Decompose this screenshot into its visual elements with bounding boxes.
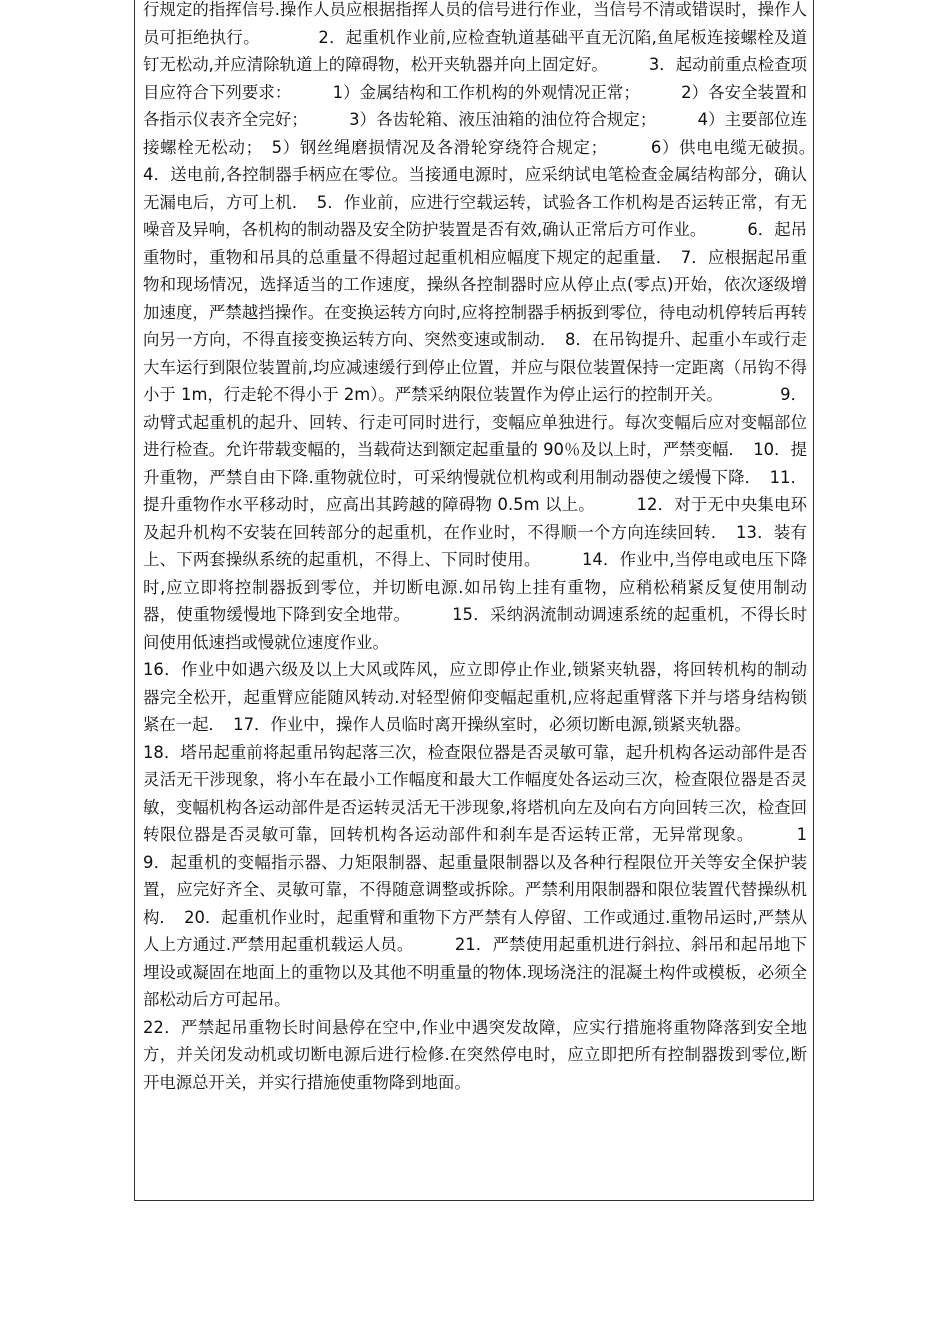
paragraph-1: 行规定的指挥信号.操作人员应根据指挥人员的信号进行作业，当信号不清或错误时，操作人员可拒绝执行。 2．起重机作业前,应检查轨道基础平直无沉陷,鱼尾板连接螺栓及道钉无松动,并应清除轨道上的障碍物，松开夹轨器并向上固定好。 3．起动前重点检查项目应符合下列要求： 1）金属结构和工作机构的外观情况正常； 2）各安全装置和各指示仪表齐全完好； 3）各齿轮箱、液压油箱的油位符合规定； 4）主要部位连接螺栓无松动； 5）钢丝绳磨损情况及各滑轮穿绕符合规定； 6）供电电缆无破损。 4．送电前,各控制器手柄应在零位。当接通电源时，应采纳试电笔检查金属结构部分，确认无漏电后，方可上机． 5．作业前，应进行空载运转，试验各工作机构是否运转正常，有无噪音及异响，各机构的制动器及安全防护装置是否有效,确认正常后方可作业。 6．起吊重物时，重物和吊具的总重量不得超过起重机相应幅度下规定的起重量． 7．应根据起吊重物和现场情况，选择适当的工作速度，操纵各控制器时应从停止点(零点)开始，依次逐级增加速度，严禁越挡操作。在变换运转方向时,应将控制器手柄扳到零位，待电动机停转后再转向另一方向，不得直接变换运转方向、突然变速或制动． 8．在吊钩提升、起重小车或行走大车运行到限位装置前,均应减速缓行到停止位置，并应与限位装置保持一定距离（吊钩不得小于 1m，行走轮不得小于 2m）。严禁采纳限位装置作为停止运行的控制开关。 9．动臂式起重机的起升、回转、行走可同时进行，变幅应单独进行。每次变幅后应对变幅部位进行检查。允许带载变幅的，当载荷达到额定起重量的 90％及以上时，严禁变幅． 10．提升重物，严禁自由下降.重物就位时，可采纳慢就位机构或利用制动器使之缓慢下降． 11．提升重物作水平移动时，应高出其跨越的障碍物 0.5m 以上。 12．对于无中央集电环及起升机构不安装在回转部分的起重机，在作业时，不得顺一个方向连续回转． 13．装有上、下两套操纵系统的起重机，不得上、下同时使用。 14．作业中,当停电或电压下降时,应立即将控制器扳到零位，并切断电源.如吊钩上挂有重物，应稍松稍紧反复使用制动器，使重物缓慢地下降到安全地带。 15．采纳涡流制动调速系统的起重机，不得长时间使用低速挡或慢就位速度作业。 xyxy=(143,0,857,652)
paragraph-4: 22．严禁起吊重物长时间悬停在空中,作业中遇突发故障，应实行措施将重物降落到安全地方，并关闭发动机或切断电源后进行检修.在突然停电时，应立即把所有控制器拨到零位,断开电源总开关，并实行措施使重物降到地面。 xyxy=(143,1017,807,1092)
document-body xyxy=(143,0,857,1096)
paragraph-2: 16．作业中如遇六级及以上大风或阵风，应立即停止作业,锁紧夹轨器，将回转机构的制动器完全松开，起重臂应能随风转动.对轻型俯仰变幅起重机,应将起重臂落下并与塔身结构锁紧在一起． 17．作业中，操作人员临时离开操纵室时，必须切断电源,锁紧夹轨器。 xyxy=(143,660,807,734)
paragraph-3: 18．塔吊起重前将起重吊钩起落三次，检查限位器是否灵敏可靠，起升机构各运动部件是否灵活无干涉现象，将小车在最小工作幅度和最大工作幅度处各运动三次，检查限位器是否灵敏，变幅机构各运动部件是否运转灵活无干涉现象,将塔机向左及向右方向回转三次，检查回转限位器是否灵敏可靠，回转机构各运动部件和刹车是否运转正常，无异常现象。 19．起重机的变幅指示器、力矩限制器、起重量限制器以及各种行程限位开关等安全保护装置，应完好齐全、灵敏可靠，不得随意调整或拆除。严禁利用限制器和限位装置代替操纵机构． 20．起重机作业时，起重臂和重物下方严禁有人停留、工作或通过.重物吊运时,严禁从人上方通过.严禁用起重机载运人员。 21．严禁使用起重机进行斜拉、斜吊和起吊地下埋设或凝固在地面上的重物以及其他不明重量的物体.现场浇注的混凝土构件或模板，必须全部松动后方可起吊。 xyxy=(143,742,807,1009)
document-frame xyxy=(134,0,857,1201)
